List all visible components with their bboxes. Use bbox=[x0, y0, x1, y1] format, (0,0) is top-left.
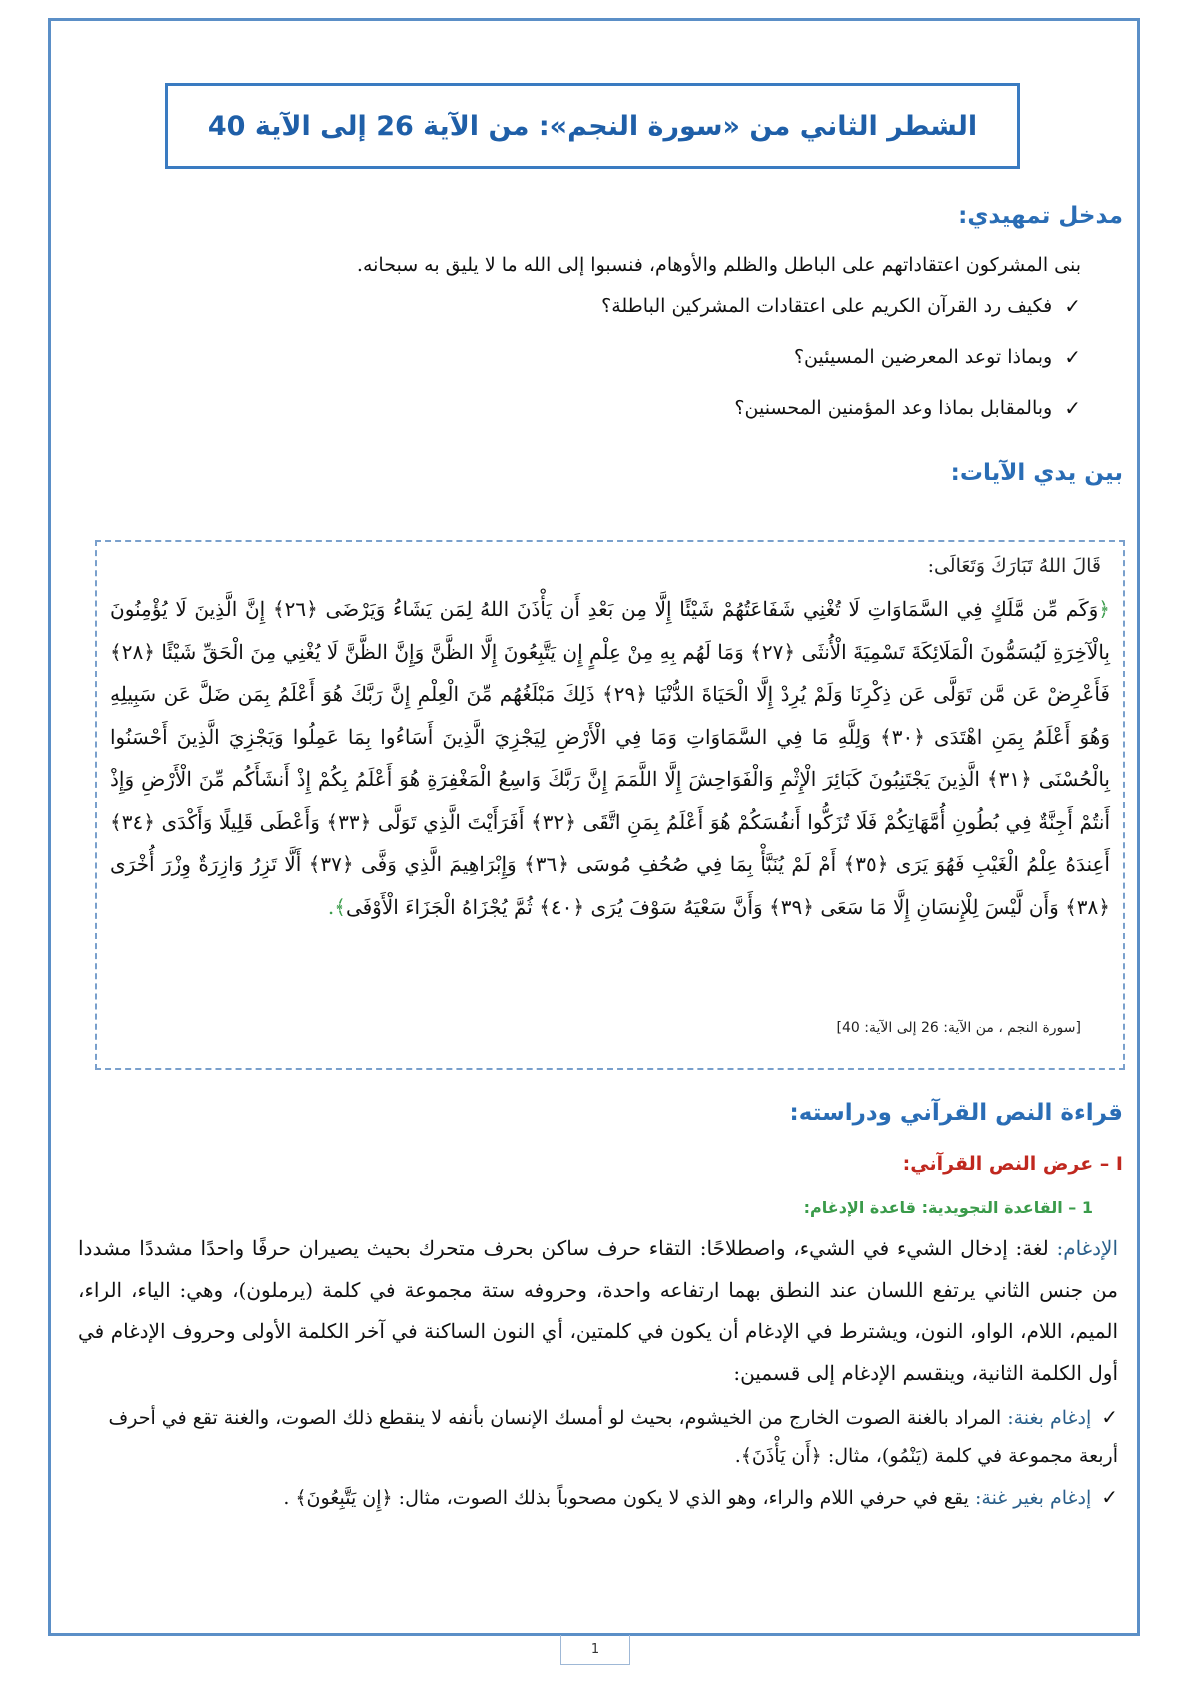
page-number: 1 bbox=[560, 1635, 630, 1665]
title-box bbox=[165, 83, 1020, 169]
check-icon: ✓ bbox=[1101, 1485, 1118, 1509]
question-item bbox=[794, 345, 1081, 369]
verses-heading: بين يدي الآيات: bbox=[950, 460, 1123, 486]
check-icon: ✓ bbox=[1064, 396, 1081, 420]
idgham-type-term: إدغام بغير غنة: bbox=[974, 1487, 1092, 1509]
verse-close-ornament: ﴾. bbox=[327, 894, 346, 919]
verse-open-ornament: ﴿ bbox=[1098, 597, 1110, 621]
verse-source: [سورة النجم ، من الآية: 26 إلى الآية: 40] bbox=[836, 1020, 1081, 1036]
idgham-definition bbox=[78, 1228, 1118, 1394]
verses-text-block bbox=[110, 588, 1110, 928]
question-text: وبالمقابل بماذا وعد المؤمنين المحسنين؟ bbox=[734, 397, 1053, 419]
check-icon: ✓ bbox=[1064, 294, 1081, 318]
idgham-type-item bbox=[78, 1478, 1118, 1517]
rule-heading: 1 – القاعدة التجويدية: قاعدة الإدغام: bbox=[803, 1198, 1093, 1217]
idgham-type-term: إدغام بغنة: bbox=[1007, 1407, 1092, 1429]
question-item bbox=[601, 294, 1081, 318]
intro-heading: مدخل تمهيدي: bbox=[958, 203, 1123, 229]
intro-text: بنى المشركون اعتقاداتهم على الباطل والظلم والأوهام، فنسبوا إلى الله ما لا يليق به سبحانه. bbox=[356, 254, 1081, 276]
idgham-type-item bbox=[78, 1398, 1118, 1475]
verses-intro: قَالَ اللهُ تَبَارَكَ وَتَعَالَى: bbox=[927, 555, 1101, 577]
idgham-term: الإدغام: bbox=[1056, 1236, 1118, 1260]
idgham-definition-text: لغة: إدخال الشيء في الشيء، واصطلاحًا: التقاء حرف ساكن بحرف متحرك بحيث يصيران حرفًا واحدًا مشددًا مشددا من جنس الثاني يرتفع اللسان عند النطق بهما ارتفاعه واحدة، وحروفه ستة مجموعة في كلمة (يرملون)، وهي: الياء، الراء، الميم، اللام، الواو، النون، ويشترط في الإدغام أن يكون في كلمتين، أي النون الساكنة في آخر الكلمة الأولى وحروف الإدغام في أول الكلمة الثانية، وينقسم الإدغام إلى قسمين: bbox=[78, 1236, 1118, 1385]
page-title: الشطر الثاني من «سورة النجم»: من الآية 26 إلى الآية 40 bbox=[207, 110, 978, 142]
check-icon: ✓ bbox=[1064, 345, 1081, 369]
question-item bbox=[734, 396, 1081, 420]
reading-heading: قراءة النص القرآني ودراسته: bbox=[789, 1100, 1123, 1126]
question-text: وبماذا توعد المعرضين المسيئين؟ bbox=[793, 346, 1053, 368]
idgham-type-text: المراد بالغنة الصوت الخارج من الخيشوم، بحيث لو أمسك الإنسان بأنفه لا ينقطع ذلك الصوت، والغنة تقع في أحرف أربعة مجموعة في كلمة (يَنْمُو)، مثال: ﴿أَن يَأْذَنَ﴾. bbox=[108, 1407, 1118, 1467]
question-text: فكيف رد القرآن الكريم على اعتقادات المشركين الباطلة؟ bbox=[601, 295, 1053, 317]
verses-text: وَكَم مِّن مَّلَكٍ فِي السَّمَاوَاتِ لَا تُغْنِي شَفَاعَتُهُمْ شَيْئًا إِلَّا مِن بَعْدِ أَن يَأْذَنَ اللهُ لِمَن يَشَاءُ وَيَرْضَى ﴿٢٦﴾ إِنَّ الَّذِينَ لَا يُؤْمِنُونَ بِالْآخِرَةِ لَيُسَمُّونَ الْمَلَائِكَةَ تَسْمِيَةَ الْأُنثَى ﴿٢٧﴾ وَمَا لَهُم بِهِ مِنْ عِلْمٍ إِن يَتَّبِعُونَ إِلَّا الظَّنَّ وَإِنَّ الظَّنَّ لَا يُغْنِي مِنَ الْحَقِّ شَيْئًا ﴿٢٨﴾ فَأَعْرِضْ عَن مَّن تَوَلَّى عَن ذِكْرِنَا وَلَمْ يُرِدْ إِلَّا الْحَيَاةَ الدُّنْيَا ﴿٢٩﴾ ذَلِكَ مَبْلَغُهُم مِّنَ الْعِلْمِ إِنَّ رَبَّكَ هُوَ أَعْلَمُ بِمَن ضَلَّ عَن سَبِيلِهِ وَهُوَ أَعْلَمُ بِمَنِ اهْتَدَى ﴿٣٠﴾ وَلِلَّهِ مَا فِي السَّمَاوَاتِ وَمَا فِي الْأَرْضِ لِيَجْزِيَ الَّذِينَ أَسَاءُوا بِمَا عَمِلُوا وَيَجْزِيَ الَّذِينَ أَحْسَنُوا بِالْحُسْنَى ﴿٣١﴾ الَّذِينَ يَجْتَنِبُونَ كَبَائِرَ الْإِثْمِ وَالْفَوَاحِشَ إِلَّا اللَّمَمَ إِنَّ رَبَّكَ وَاسِعُ الْمَغْفِرَةِ هُوَ أَعْلَمُ بِكُمْ إِذْ أَنشَأَكُم مِّنَ الْأَرْضِ وَإِذْ أَنتُمْ أَجِنَّةٌ فِي بُطُونِ أُمَّهَاتِكُمْ فَلَا تُزَكُّوا أَنفُسَكُمْ هُوَ أَعْلَمُ بِمَنِ اتَّقَى ﴿٣٢﴾ أَفَرَأَيْتَ الَّذِي تَوَلَّى ﴿٣٣﴾ وَأَعْطَى قَلِيلًا وَأَكْدَى ﴿٣٤﴾ أَعِندَهُ عِلْمُ الْغَيْبِ فَهُوَ يَرَى ﴿٣٥﴾ أَمْ لَمْ يُنَبَّأْ بِمَا فِي صُحُفِ مُوسَى ﴿٣٦﴾ وَإِبْرَاهِيمَ الَّذِي وَفَّى ﴿٣٧﴾ أَلَّا تَزِرُ وَازِرَةٌ وِزْرَ أُخْرَى ﴿٣٨﴾ وَأَن لَّيْسَ لِلْإِنسَانِ إِلَّا مَا سَعَى ﴿٣٩﴾ وَأَنَّ سَعْيَهُ سَوْفَ يُرَى ﴿٤٠﴾ ثُمَّ يُجْزَاهُ الْجَزَاءَ الْأَوْفَى bbox=[110, 597, 1111, 919]
idgham-type-text: يقع في حرفي اللام والراء، وهو الذي لا يكون مصحوباً بذلك الصوت، مثال: ﴿إِن يَتَّبِعُونَ﴾ . bbox=[283, 1487, 969, 1509]
check-icon: ✓ bbox=[1101, 1405, 1118, 1429]
sub-heading: I – عرض النص القرآني: bbox=[902, 1153, 1123, 1175]
